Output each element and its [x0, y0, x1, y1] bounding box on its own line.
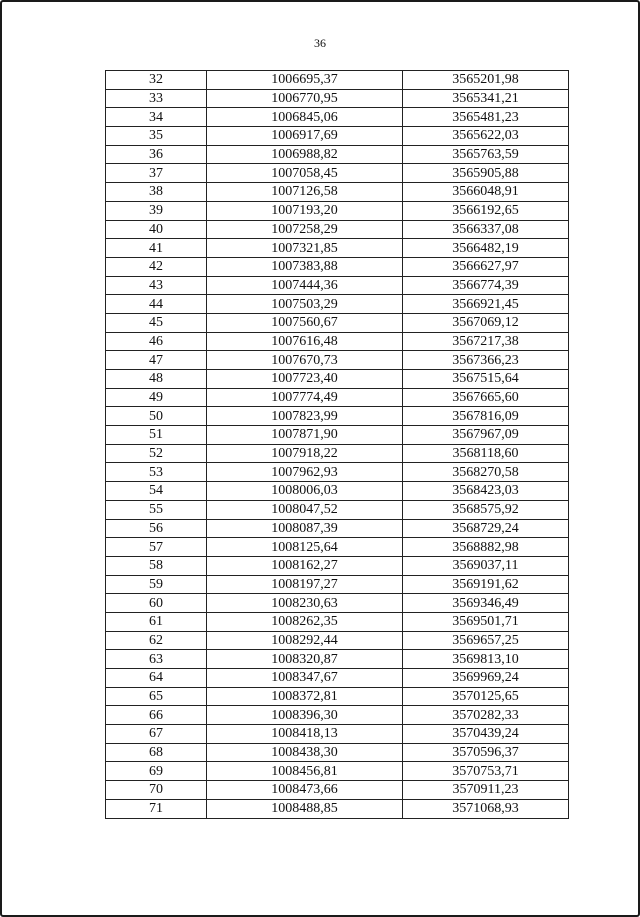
point-number-cell: 65	[106, 687, 207, 706]
y-coordinate-cell: 3565201,98	[403, 71, 569, 90]
y-coordinate-cell: 3569346,49	[403, 594, 569, 613]
y-coordinate-cell: 3569191,62	[403, 575, 569, 594]
x-coordinate-cell: 1008418,13	[207, 725, 403, 744]
x-coordinate-cell: 1008456,81	[207, 762, 403, 781]
y-coordinate-cell: 3566048,91	[403, 183, 569, 202]
y-coordinate-cell: 3568575,92	[403, 500, 569, 519]
x-coordinate-cell: 1006917,69	[207, 127, 403, 146]
table-row	[106, 313, 569, 332]
table-row	[106, 370, 569, 389]
table-row	[106, 407, 569, 426]
y-coordinate-cell: 3569969,24	[403, 669, 569, 688]
y-coordinate-cell: 3567816,09	[403, 407, 569, 426]
table-row	[106, 201, 569, 220]
table-row	[106, 594, 569, 613]
x-coordinate-cell: 1008292,44	[207, 631, 403, 650]
x-coordinate-cell: 1007962,93	[207, 463, 403, 482]
table-row	[106, 332, 569, 351]
y-coordinate-cell: 3565622,03	[403, 127, 569, 146]
x-coordinate-cell: 1008047,52	[207, 500, 403, 519]
table-row	[106, 706, 569, 725]
y-coordinate-cell: 3566921,45	[403, 295, 569, 314]
x-coordinate-cell: 1008230,63	[207, 594, 403, 613]
coordinates-table-body	[106, 71, 569, 819]
point-number-cell: 32	[106, 71, 207, 90]
table-row	[106, 295, 569, 314]
y-coordinate-cell: 3569657,25	[403, 631, 569, 650]
point-number-cell: 38	[106, 183, 207, 202]
table-row	[106, 612, 569, 631]
x-coordinate-cell: 1007871,90	[207, 426, 403, 445]
y-coordinate-cell: 3566627,97	[403, 257, 569, 276]
point-number-cell: 62	[106, 631, 207, 650]
x-coordinate-cell: 1006845,06	[207, 108, 403, 127]
table-row	[106, 500, 569, 519]
table-row	[106, 743, 569, 762]
table-row	[106, 650, 569, 669]
y-coordinate-cell: 3570911,23	[403, 781, 569, 800]
y-coordinate-cell: 3565905,88	[403, 164, 569, 183]
y-coordinate-cell: 3566337,08	[403, 220, 569, 239]
y-coordinate-cell: 3570282,33	[403, 706, 569, 725]
x-coordinate-cell: 1008320,87	[207, 650, 403, 669]
table-row	[106, 127, 569, 146]
table-row	[106, 519, 569, 538]
x-coordinate-cell: 1007058,45	[207, 164, 403, 183]
table-row	[106, 463, 569, 482]
point-number-cell: 39	[106, 201, 207, 220]
table-row	[106, 556, 569, 575]
y-coordinate-cell: 3569813,10	[403, 650, 569, 669]
point-number-cell: 58	[106, 556, 207, 575]
page-number: 36	[314, 36, 326, 50]
y-coordinate-cell: 3570439,24	[403, 725, 569, 744]
point-number-cell: 51	[106, 426, 207, 445]
x-coordinate-cell: 1008125,64	[207, 538, 403, 557]
y-coordinate-cell: 3571068,93	[403, 799, 569, 818]
table-row	[106, 444, 569, 463]
table-row	[106, 183, 569, 202]
table-row	[106, 89, 569, 108]
point-number-cell: 63	[106, 650, 207, 669]
point-number-cell: 57	[106, 538, 207, 557]
x-coordinate-cell: 1007258,29	[207, 220, 403, 239]
table-row	[106, 781, 569, 800]
table-row	[106, 482, 569, 501]
table-row	[106, 351, 569, 370]
x-coordinate-cell: 1008197,27	[207, 575, 403, 594]
point-number-cell: 67	[106, 725, 207, 744]
x-coordinate-cell: 1007193,20	[207, 201, 403, 220]
x-coordinate-cell: 1008262,35	[207, 612, 403, 631]
point-number-cell: 36	[106, 145, 207, 164]
point-number-cell: 55	[106, 500, 207, 519]
x-coordinate-cell: 1007383,88	[207, 257, 403, 276]
table-row	[106, 538, 569, 557]
point-number-cell: 60	[106, 594, 207, 613]
point-number-cell: 56	[106, 519, 207, 538]
x-coordinate-cell: 1006988,82	[207, 145, 403, 164]
y-coordinate-cell: 3565341,21	[403, 89, 569, 108]
point-number-cell: 49	[106, 388, 207, 407]
y-coordinate-cell: 3568270,58	[403, 463, 569, 482]
y-coordinate-cell: 3567967,09	[403, 426, 569, 445]
x-coordinate-cell: 1008372,81	[207, 687, 403, 706]
y-coordinate-cell: 3570753,71	[403, 762, 569, 781]
coordinates-table	[105, 70, 569, 819]
table-row	[106, 257, 569, 276]
x-coordinate-cell: 1006770,95	[207, 89, 403, 108]
point-number-cell: 61	[106, 612, 207, 631]
point-number-cell: 35	[106, 127, 207, 146]
point-number-cell: 34	[106, 108, 207, 127]
table-row	[106, 276, 569, 295]
point-number-cell: 45	[106, 313, 207, 332]
y-coordinate-cell: 3569501,71	[403, 612, 569, 631]
y-coordinate-cell: 3566482,19	[403, 239, 569, 258]
point-number-cell: 46	[106, 332, 207, 351]
y-coordinate-cell: 3568118,60	[403, 444, 569, 463]
x-coordinate-cell: 1007670,73	[207, 351, 403, 370]
y-coordinate-cell: 3566774,39	[403, 276, 569, 295]
point-number-cell: 53	[106, 463, 207, 482]
table-row	[106, 631, 569, 650]
x-coordinate-cell: 1007616,48	[207, 332, 403, 351]
table-row	[106, 239, 569, 258]
x-coordinate-cell: 1008087,39	[207, 519, 403, 538]
x-coordinate-cell: 1007503,29	[207, 295, 403, 314]
y-coordinate-cell: 3568729,24	[403, 519, 569, 538]
table-row	[106, 164, 569, 183]
table-row	[106, 220, 569, 239]
y-coordinate-cell: 3567515,64	[403, 370, 569, 389]
x-coordinate-cell: 1007774,49	[207, 388, 403, 407]
y-coordinate-cell: 3565763,59	[403, 145, 569, 164]
point-number-cell: 64	[106, 669, 207, 688]
point-number-cell: 71	[106, 799, 207, 818]
y-coordinate-cell: 3565481,23	[403, 108, 569, 127]
y-coordinate-cell: 3567217,38	[403, 332, 569, 351]
x-coordinate-cell: 1007444,36	[207, 276, 403, 295]
point-number-cell: 42	[106, 257, 207, 276]
x-coordinate-cell: 1008473,66	[207, 781, 403, 800]
y-coordinate-cell: 3567665,60	[403, 388, 569, 407]
y-coordinate-cell: 3567069,12	[403, 313, 569, 332]
x-coordinate-cell: 1007723,40	[207, 370, 403, 389]
point-number-cell: 52	[106, 444, 207, 463]
table-row	[106, 108, 569, 127]
point-number-cell: 54	[106, 482, 207, 501]
point-number-cell: 43	[106, 276, 207, 295]
table-row	[106, 669, 569, 688]
point-number-cell: 47	[106, 351, 207, 370]
x-coordinate-cell: 1007321,85	[207, 239, 403, 258]
table-row	[106, 426, 569, 445]
point-number-cell: 69	[106, 762, 207, 781]
y-coordinate-cell: 3567366,23	[403, 351, 569, 370]
y-coordinate-cell: 3570125,65	[403, 687, 569, 706]
x-coordinate-cell: 1008488,85	[207, 799, 403, 818]
x-coordinate-cell: 1008396,30	[207, 706, 403, 725]
point-number-cell: 33	[106, 89, 207, 108]
x-coordinate-cell: 1006695,37	[207, 71, 403, 90]
table-row	[106, 388, 569, 407]
y-coordinate-cell: 3568882,98	[403, 538, 569, 557]
y-coordinate-cell: 3566192,65	[403, 201, 569, 220]
point-number-cell: 37	[106, 164, 207, 183]
y-coordinate-cell: 3570596,37	[403, 743, 569, 762]
point-number-cell: 68	[106, 743, 207, 762]
point-number-cell: 44	[106, 295, 207, 314]
point-number-cell: 59	[106, 575, 207, 594]
table-row	[106, 762, 569, 781]
point-number-cell: 70	[106, 781, 207, 800]
point-number-cell: 41	[106, 239, 207, 258]
x-coordinate-cell: 1007126,58	[207, 183, 403, 202]
point-number-cell: 40	[106, 220, 207, 239]
y-coordinate-cell: 3568423,03	[403, 482, 569, 501]
x-coordinate-cell: 1008006,03	[207, 482, 403, 501]
table-row	[106, 725, 569, 744]
x-coordinate-cell: 1008162,27	[207, 556, 403, 575]
table-row	[106, 71, 569, 90]
y-coordinate-cell: 3569037,11	[403, 556, 569, 575]
x-coordinate-cell: 1007560,67	[207, 313, 403, 332]
x-coordinate-cell: 1008347,67	[207, 669, 403, 688]
point-number-cell: 66	[106, 706, 207, 725]
point-number-cell: 48	[106, 370, 207, 389]
x-coordinate-cell: 1008438,30	[207, 743, 403, 762]
point-number-cell: 50	[106, 407, 207, 426]
table-row	[106, 799, 569, 818]
table-row	[106, 687, 569, 706]
x-coordinate-cell: 1007918,22	[207, 444, 403, 463]
table-row	[106, 145, 569, 164]
x-coordinate-cell: 1007823,99	[207, 407, 403, 426]
table-row	[106, 575, 569, 594]
